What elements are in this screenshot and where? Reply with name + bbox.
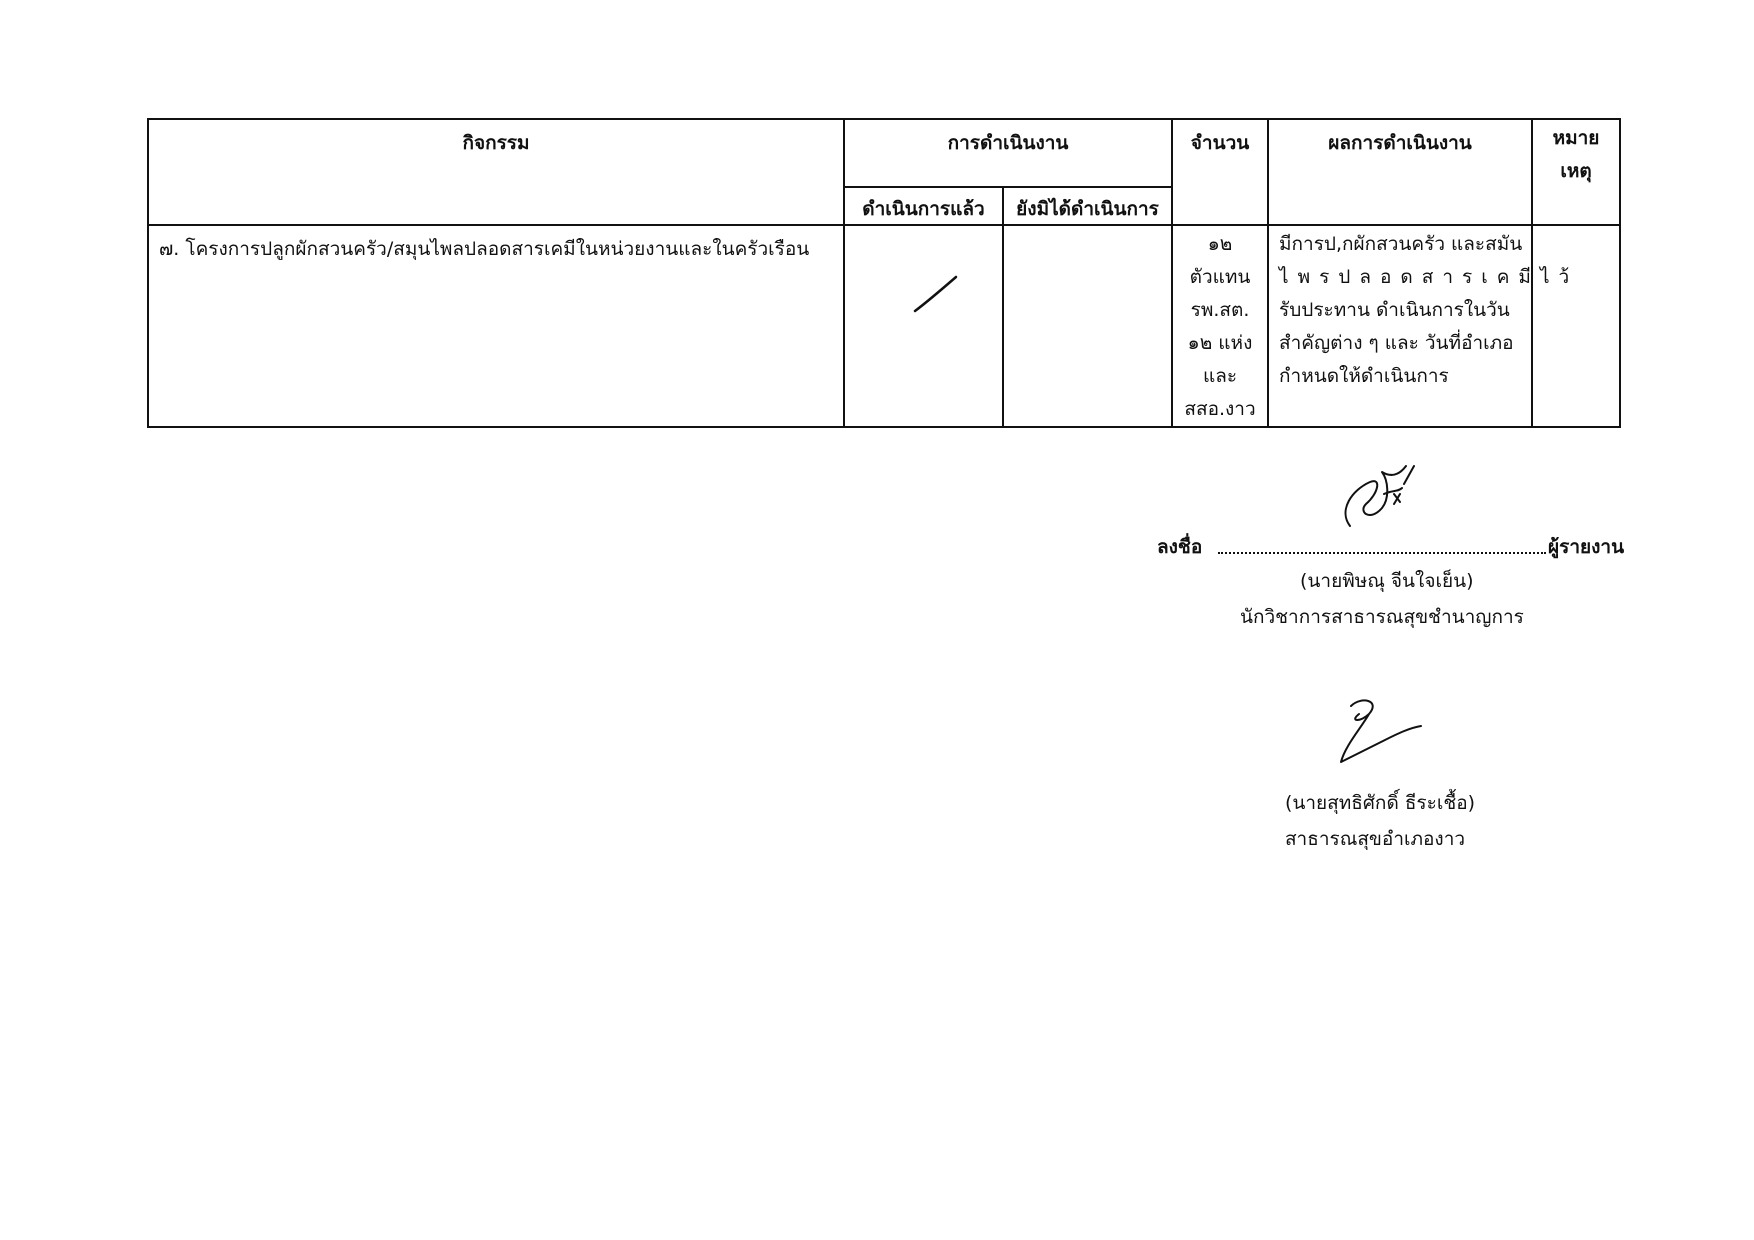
header-not-done: ยังมิได้ดำเนินการ — [1003, 187, 1172, 225]
table-row — [148, 225, 1620, 427]
reporter-name: (นายพิษณุ จีนใจเย็น) — [1300, 570, 1474, 592]
count-line: และ — [1202, 365, 1238, 387]
result-line: สำคัญต่าง ๆ และ วันที่อำเภอ — [1279, 332, 1514, 354]
header-operation: การดำเนินงาน — [844, 119, 1172, 187]
approver-position: สาธารณสุขอำเภองาว — [1284, 828, 1466, 850]
activity-report-table — [147, 118, 1621, 428]
header-activity: กิจกรรม — [148, 119, 844, 225]
cell-not-done — [1003, 225, 1172, 427]
header-remark-line1: หมาย — [1552, 127, 1600, 149]
cell-result — [1268, 225, 1579, 427]
count-line: ๑๒ — [1207, 233, 1233, 255]
reporter-signature — [1330, 460, 1430, 532]
header-remark-line2: เหตุ — [1560, 160, 1592, 182]
cell-activity: ๗. โครงการปลูกผักสวนครัว/สมุนไพลปลอดสารเคมีในหน่วยงานและในครัวเรือน — [148, 225, 844, 427]
count-line: สสอ.งาว — [1184, 398, 1256, 420]
header-remark — [1532, 119, 1620, 225]
result-line: รับประทาน ดำเนินการในวัน — [1279, 299, 1510, 321]
header-count: จำนวน — [1172, 119, 1268, 225]
cell-count — [1172, 225, 1268, 427]
cell-done — [844, 225, 1003, 427]
header-result: ผลการดำเนินงาน — [1268, 119, 1532, 225]
approver-signature — [1325, 694, 1425, 770]
result-line: กำหนดให้ดำเนินการ — [1279, 365, 1449, 387]
count-line: รพ.สต. — [1190, 299, 1250, 321]
header-done: ดำเนินการแล้ว — [844, 187, 1003, 225]
cell-remark — [1532, 225, 1620, 427]
result-line: มีการป,กผักสวนครัว และสมัน — [1279, 233, 1523, 255]
check-mark-icon — [913, 274, 959, 314]
approver-name: (นายสุทธิศักดิ์ ธีระเชื้อ) — [1284, 792, 1476, 814]
reporter-position: นักวิชาการสาธารณสุขชำนาญการ — [1240, 606, 1524, 628]
count-line: ๑๒ แห่ง — [1187, 332, 1253, 354]
sign-label: ลงชื่อ — [1157, 536, 1203, 558]
count-line: ตัวแทน — [1189, 266, 1251, 288]
reporter-label: ผู้รายงาน — [1548, 536, 1625, 558]
signature-dotted-line — [1218, 552, 1546, 554]
result-line: ไพรปลอดสารเคมีไว้ — [1279, 266, 1579, 288]
